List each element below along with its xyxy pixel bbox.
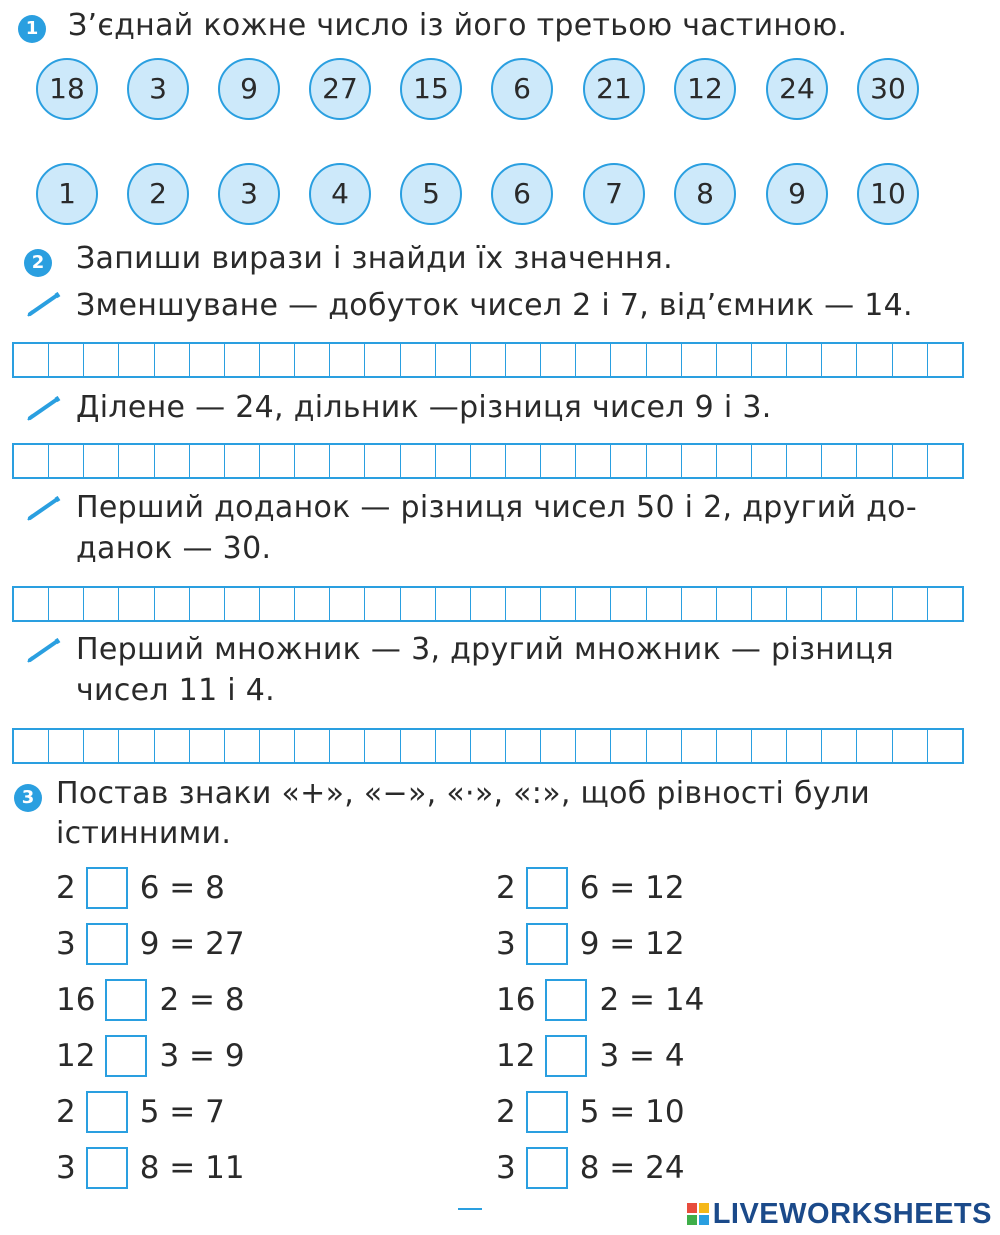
- number-circle[interactable]: 5: [400, 163, 462, 225]
- grid-cell: [84, 730, 119, 762]
- grid-cell: [260, 344, 295, 376]
- grid-cell: [260, 588, 295, 620]
- grid-cell: [436, 344, 471, 376]
- grid-cell: [928, 445, 962, 477]
- number-circle[interactable]: 3: [218, 163, 280, 225]
- logo-tile: [699, 1215, 709, 1225]
- grid-cell: [190, 588, 225, 620]
- equation-row: [56, 1035, 245, 1077]
- grid-cell: [822, 588, 857, 620]
- grid-cell: [717, 344, 752, 376]
- grid-cell: [295, 344, 330, 376]
- operator-box[interactable]: [105, 979, 147, 1021]
- grid-cell: [225, 445, 260, 477]
- grid-cell: [752, 445, 787, 477]
- number-circle[interactable]: 15: [400, 58, 462, 120]
- grid-cell: [822, 730, 857, 762]
- grid-cell: [119, 588, 154, 620]
- pencil-icon: [26, 638, 62, 664]
- grid-cell: [857, 445, 892, 477]
- grid-cell: [401, 588, 436, 620]
- operator-box[interactable]: [545, 1035, 587, 1077]
- logo-text: LIVEWORKSHEETS: [712, 1197, 992, 1230]
- grid-cell: [928, 588, 962, 620]
- grid-cell: [155, 445, 190, 477]
- equation-row: [56, 979, 245, 1021]
- grid-cell: [541, 445, 576, 477]
- grid-cell: [787, 445, 822, 477]
- grid-cell: [857, 344, 892, 376]
- grid-cell: [14, 344, 49, 376]
- grid-cell: [506, 445, 541, 477]
- grid-cell: [893, 588, 928, 620]
- operator-box[interactable]: [86, 867, 128, 909]
- equation-first-operand: 16: [496, 982, 536, 1018]
- grid-cell: [295, 445, 330, 477]
- grid-cell: [893, 730, 928, 762]
- grid-cell: [471, 730, 506, 762]
- grid-cell: [576, 445, 611, 477]
- grid-cell: [787, 588, 822, 620]
- task-2-item-3-text-line-2: данок — 30.: [76, 531, 272, 566]
- pencil-icon: [26, 396, 62, 422]
- operator-box[interactable]: [105, 1035, 147, 1077]
- equation-rest: 3 = 4: [599, 1038, 685, 1074]
- grid-cell: [14, 730, 49, 762]
- answer-grid-4[interactable]: [12, 728, 964, 764]
- equation-rest: 3 = 9: [159, 1038, 245, 1074]
- grid-cell: [84, 344, 119, 376]
- number-circle[interactable]: 9: [218, 58, 280, 120]
- number-circle[interactable]: 21: [583, 58, 645, 120]
- equation-first-operand: 12: [56, 1038, 96, 1074]
- equation-row: [56, 1091, 225, 1133]
- grid-cell: [822, 344, 857, 376]
- liveworksheets-logo: [687, 1198, 992, 1230]
- grid-cell: [190, 730, 225, 762]
- equation-row: [496, 867, 685, 909]
- number-circle[interactable]: 4: [309, 163, 371, 225]
- grid-cell: [611, 588, 646, 620]
- equation-row: [56, 923, 245, 965]
- grid-cell: [401, 344, 436, 376]
- grid-cell: [682, 445, 717, 477]
- grid-cell: [576, 588, 611, 620]
- number-circle[interactable]: 30: [857, 58, 919, 120]
- task-2-item-4-text-line-2: чисел 11 і 4.: [76, 673, 275, 708]
- grid-cell: [857, 588, 892, 620]
- grid-cell: [682, 344, 717, 376]
- logo-tile: [687, 1215, 697, 1225]
- operator-box[interactable]: [526, 1091, 568, 1133]
- operator-box[interactable]: [86, 923, 128, 965]
- grid-cell: [225, 344, 260, 376]
- grid-cell: [365, 344, 400, 376]
- grid-cell: [611, 730, 646, 762]
- grid-cell: [365, 588, 400, 620]
- equation-first-operand: 3: [496, 926, 516, 962]
- grid-cell: [155, 588, 190, 620]
- equation-rest: 2 = 14: [599, 982, 705, 1018]
- grid-cell: [611, 445, 646, 477]
- grid-cell: [49, 588, 84, 620]
- equation-rest: 6 = 8: [139, 870, 225, 906]
- grid-cell: [330, 445, 365, 477]
- grid-cell: [928, 344, 962, 376]
- equation-row: [496, 979, 704, 1021]
- grid-cell: [119, 445, 154, 477]
- grid-cell: [752, 344, 787, 376]
- grid-cell: [49, 730, 84, 762]
- grid-cell: [717, 730, 752, 762]
- grid-cell: [436, 445, 471, 477]
- equation-first-operand: 3: [56, 1150, 76, 1186]
- grid-cell: [471, 344, 506, 376]
- task-3-number: 3: [14, 784, 42, 812]
- grid-cell: [647, 730, 682, 762]
- equation-rest: 8 = 24: [579, 1150, 685, 1186]
- pencil-icon: [26, 292, 62, 318]
- grid-cell: [541, 344, 576, 376]
- number-circle[interactable]: 27: [309, 58, 371, 120]
- grid-cell: [436, 588, 471, 620]
- number-circle[interactable]: 6: [491, 163, 553, 225]
- grid-cell: [752, 730, 787, 762]
- grid-cell: [436, 730, 471, 762]
- task-1-number: 1: [18, 15, 46, 43]
- operator-box[interactable]: [526, 1147, 568, 1189]
- grid-cell: [119, 344, 154, 376]
- grid-cell: [471, 445, 506, 477]
- grid-cell: [541, 588, 576, 620]
- grid-cell: [225, 730, 260, 762]
- grid-cell: [857, 730, 892, 762]
- number-circle[interactable]: 24: [766, 58, 828, 120]
- grid-cell: [647, 344, 682, 376]
- equation-rest: 6 = 12: [579, 870, 685, 906]
- task-2-instruction: Запиши вирази і знайди їх значення.: [76, 241, 673, 276]
- pencil-icon: [26, 496, 62, 522]
- equation-rest: 9 = 27: [139, 926, 245, 962]
- grid-cell: [49, 344, 84, 376]
- grid-cell: [365, 445, 400, 477]
- task-2-item-1-text: Зменшуване — добуток чисел 2 і 7, від’ємник — 14.: [76, 288, 913, 323]
- equation-first-operand: 2: [56, 870, 76, 906]
- operator-box[interactable]: [86, 1091, 128, 1133]
- grid-cell: [822, 445, 857, 477]
- equation-row: [496, 1091, 685, 1133]
- grid-cell: [14, 445, 49, 477]
- grid-cell: [682, 730, 717, 762]
- page-divider: [458, 1208, 482, 1210]
- equation-row: [496, 1035, 685, 1077]
- task-3-instruction-line-2: істинними.: [56, 816, 232, 851]
- grid-cell: [295, 588, 330, 620]
- grid-cell: [365, 730, 400, 762]
- equation-first-operand: 12: [496, 1038, 536, 1074]
- equation-first-operand: 2: [496, 870, 516, 906]
- task-2-item-4-text-line-1: Перший множник — 3, другий множник — різниця: [76, 632, 894, 667]
- equation-first-operand: 2: [56, 1094, 76, 1130]
- grid-cell: [647, 588, 682, 620]
- equation-first-operand: 3: [496, 1150, 516, 1186]
- grid-cell: [190, 344, 225, 376]
- operator-box[interactable]: [86, 1147, 128, 1189]
- grid-cell: [717, 588, 752, 620]
- grid-cell: [576, 730, 611, 762]
- number-circle[interactable]: 7: [583, 163, 645, 225]
- equation-row: [496, 1147, 685, 1189]
- grid-cell: [401, 730, 436, 762]
- grid-cell: [506, 344, 541, 376]
- answer-grid-1[interactable]: [12, 342, 964, 378]
- grid-cell: [541, 730, 576, 762]
- equation-row: [56, 867, 225, 909]
- equation-first-operand: 3: [56, 926, 76, 962]
- number-circle[interactable]: 8: [674, 163, 736, 225]
- task-3-instruction-line-1: Постав знаки «+», «−», «·», «:», щоб рівності були: [56, 776, 871, 811]
- number-circle[interactable]: 12: [674, 58, 736, 120]
- equation-rest: 2 = 8: [159, 982, 245, 1018]
- grid-cell: [119, 730, 154, 762]
- grid-cell: [682, 588, 717, 620]
- equation-rest: 8 = 11: [139, 1150, 245, 1186]
- grid-cell: [401, 445, 436, 477]
- number-circle[interactable]: 9: [766, 163, 828, 225]
- grid-cell: [506, 730, 541, 762]
- equation-row: [496, 923, 685, 965]
- grid-cell: [611, 344, 646, 376]
- number-circle[interactable]: 2: [127, 163, 189, 225]
- equation-rest: 5 = 7: [139, 1094, 225, 1130]
- grid-cell: [893, 344, 928, 376]
- grid-cell: [330, 730, 365, 762]
- task-2-item-3-text-line-1: Перший доданок — різниця чисел 50 і 2, другий до-: [76, 490, 917, 525]
- equation-rest: 5 = 10: [579, 1094, 685, 1130]
- grid-cell: [647, 445, 682, 477]
- grid-cell: [84, 445, 119, 477]
- grid-cell: [928, 730, 962, 762]
- grid-cell: [576, 344, 611, 376]
- logo-tiles-icon: [687, 1203, 709, 1225]
- operator-box[interactable]: [545, 979, 587, 1021]
- grid-cell: [190, 445, 225, 477]
- answer-grid-2[interactable]: [12, 443, 964, 479]
- equation-first-operand: 2: [496, 1094, 516, 1130]
- task-2-item-2-text: Ділене — 24, дільник —різниця чисел 9 і 3.: [76, 390, 772, 425]
- grid-cell: [14, 588, 49, 620]
- equation-rest: 9 = 12: [579, 926, 685, 962]
- grid-cell: [752, 588, 787, 620]
- logo-tile: [687, 1203, 697, 1213]
- grid-cell: [506, 588, 541, 620]
- grid-cell: [717, 445, 752, 477]
- grid-cell: [84, 588, 119, 620]
- operator-box[interactable]: [526, 867, 568, 909]
- task-1-instruction: З’єднай кожне число із його третьою частиною.: [68, 8, 848, 43]
- grid-cell: [260, 445, 295, 477]
- number-circle[interactable]: 10: [857, 163, 919, 225]
- operator-box[interactable]: [526, 923, 568, 965]
- grid-cell: [787, 730, 822, 762]
- grid-cell: [471, 588, 506, 620]
- grid-cell: [330, 344, 365, 376]
- grid-cell: [893, 445, 928, 477]
- grid-cell: [49, 445, 84, 477]
- grid-cell: [155, 344, 190, 376]
- equation-row: [56, 1147, 245, 1189]
- answer-grid-3[interactable]: [12, 586, 964, 622]
- grid-cell: [155, 730, 190, 762]
- task-2-number: 2: [24, 249, 52, 277]
- grid-cell: [260, 730, 295, 762]
- grid-cell: [787, 344, 822, 376]
- number-circle[interactable]: 6: [491, 58, 553, 120]
- grid-cell: [330, 588, 365, 620]
- equation-first-operand: 16: [56, 982, 96, 1018]
- grid-cell: [225, 588, 260, 620]
- number-circle[interactable]: 1: [36, 163, 98, 225]
- number-circle[interactable]: 18: [36, 58, 98, 120]
- number-circle[interactable]: 3: [127, 58, 189, 120]
- logo-tile: [699, 1203, 709, 1213]
- grid-cell: [295, 730, 330, 762]
